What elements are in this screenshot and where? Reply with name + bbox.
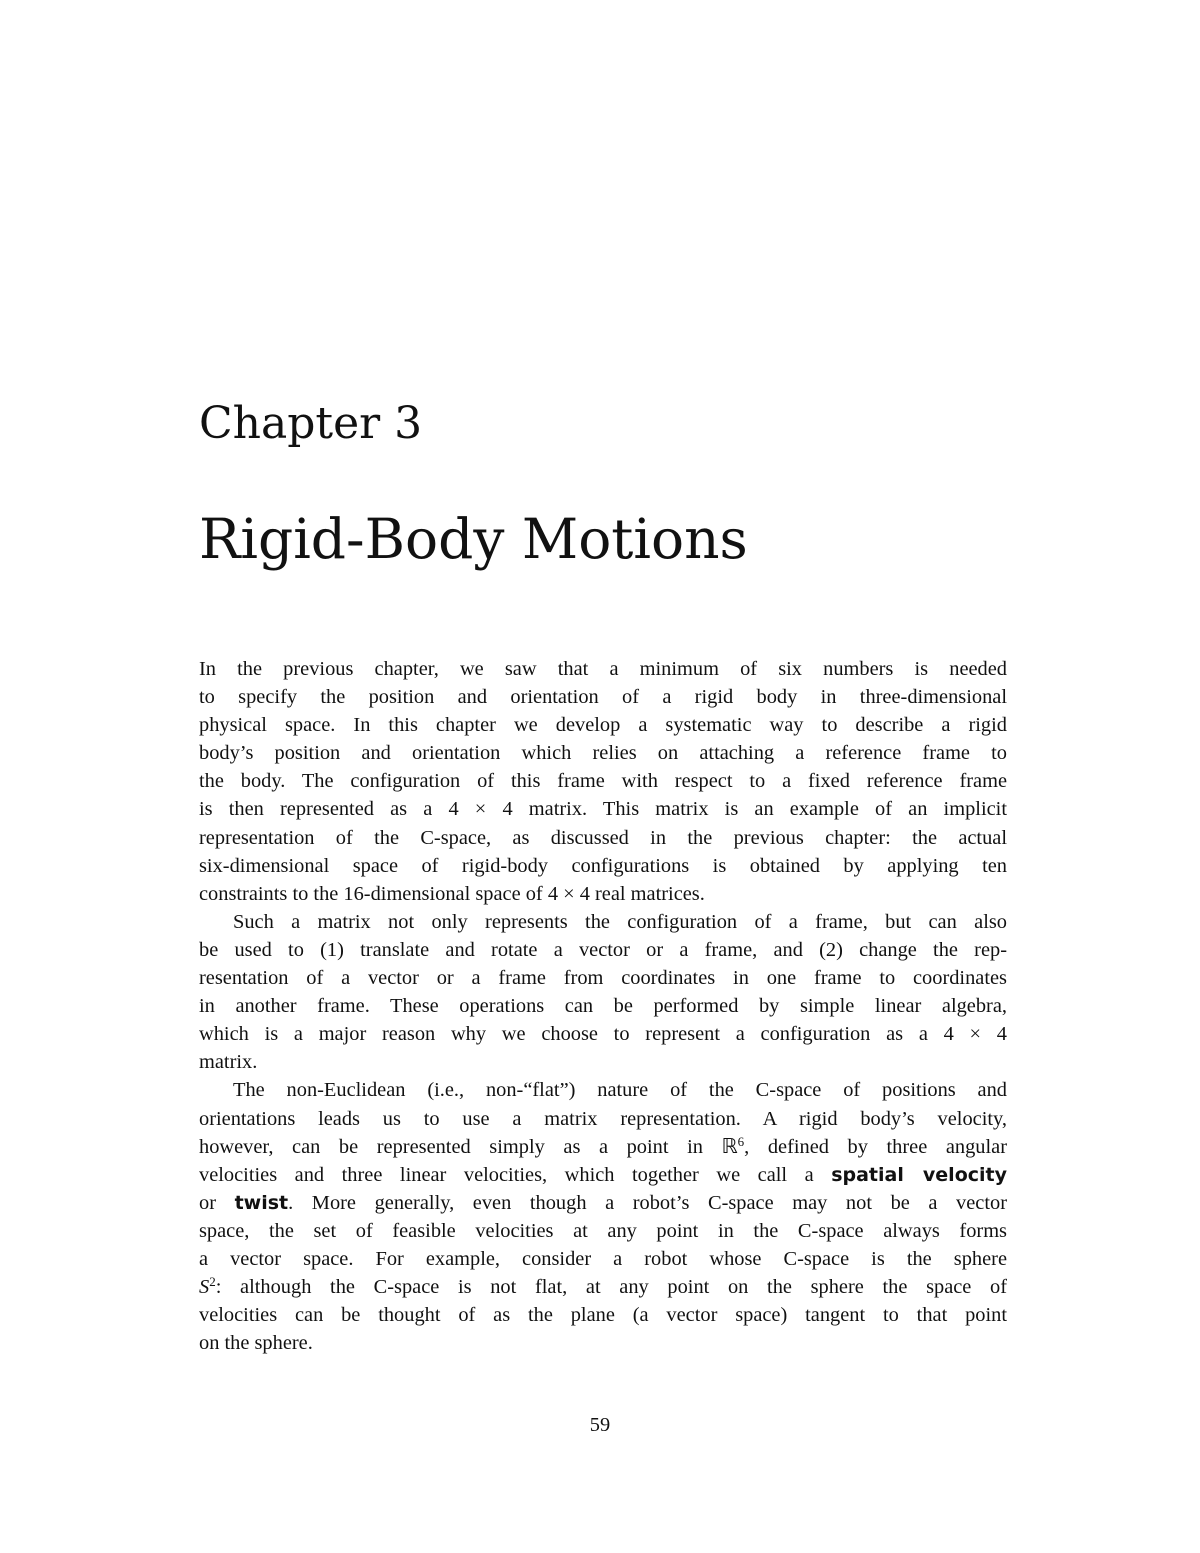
text-line: space, the set of feasible velocities at any point in the C-space always forms bbox=[199, 1219, 1007, 1242]
text-run: velocities and three linear velocities, which together we call a bbox=[199, 1163, 832, 1186]
text-line: In the previous chapter, we saw that a minimum of six numbers is needed bbox=[199, 658, 1007, 680]
text-line: which is a major reason why we choose to represent a configuration as a 4 × 4 bbox=[199, 1023, 1007, 1046]
term-spatial-velocity: spatial velocity bbox=[831, 1163, 1007, 1186]
term-twist: twist bbox=[234, 1191, 289, 1214]
superscript: 6 bbox=[737, 1133, 745, 1149]
text-line: velocities can be thought of as the plane (a vector space) tangent to that point bbox=[199, 1304, 1007, 1327]
text-line: a vector space. For example, consider a robot whose C-space is the sphere bbox=[199, 1247, 1007, 1270]
page-number: 59 bbox=[589, 1414, 611, 1436]
text-line: on the sphere. bbox=[199, 1332, 313, 1355]
superscript: 2 bbox=[209, 1274, 216, 1290]
text-run: or bbox=[199, 1191, 235, 1214]
text-line: is then represented as a 4 × 4 matrix. This matrix is an example of an implicit bbox=[199, 798, 1007, 821]
text-line bbox=[199, 1189, 1007, 1217]
text-line: physical space. In this chapter we develop a systematic way to describe a rigid bbox=[199, 714, 1007, 737]
chapter-title: Rigid-Body Motions bbox=[199, 507, 748, 571]
text-line bbox=[199, 1161, 1007, 1189]
text-run: , defined by three angular bbox=[744, 1135, 1007, 1158]
paragraph-2 bbox=[199, 908, 1007, 1077]
text-line: be used to (1) translate and rotate a vector or a frame, and (2) change the rep- bbox=[199, 938, 1007, 961]
paragraph-1 bbox=[199, 655, 1007, 908]
chapter-label: Chapter 3 bbox=[199, 398, 423, 449]
text-run: : although the C-space is not flat, at any point on the sphere the space of bbox=[215, 1276, 1007, 1299]
text-line: matrix. bbox=[199, 1051, 258, 1074]
text-line: Such a matrix not only represents the configuration of a frame, but can also bbox=[233, 910, 1007, 933]
text-line: to specify the position and orientation of a rigid body in three-dimensional bbox=[199, 686, 1007, 709]
text-line bbox=[199, 1133, 1007, 1161]
paragraph-3 bbox=[199, 1076, 1007, 1357]
text-line: The non-Euclidean (i.e., non-“flat”) nature of the C-space of positions and bbox=[233, 1079, 1007, 1102]
text-line: resentation of a vector or a frame from coordinates in one frame to coordinates bbox=[199, 967, 1007, 990]
text-line bbox=[199, 1273, 1007, 1301]
text-run: . More generally, even though a robot’s C-space may not be a vector bbox=[288, 1191, 1007, 1214]
text-line: representation of the C-space, as discussed in the previous chapter: the actual bbox=[199, 826, 1007, 849]
text-line: body’s position and orientation which relies on attaching a reference frame to bbox=[199, 742, 1007, 765]
body-text bbox=[199, 655, 1007, 1357]
text-line: in another frame. These operations can be performed by simple linear algebra, bbox=[199, 995, 1007, 1018]
text-line: orientations leads us to use a matrix representation. A rigid body’s velocity, bbox=[199, 1107, 1007, 1130]
text-line: six-dimensional space of rigid-body configurations is obtained by applying ten bbox=[199, 854, 1007, 877]
text-line: the body. The configuration of this frame with respect to a fixed reference frame bbox=[199, 770, 1007, 793]
text-run: however, can be represented simply as a point in ℝ bbox=[199, 1135, 738, 1158]
text-line: constraints to the 16-dimensional space of 4 × 4 real matrices. bbox=[199, 882, 705, 905]
math-symbol: S bbox=[199, 1276, 210, 1299]
